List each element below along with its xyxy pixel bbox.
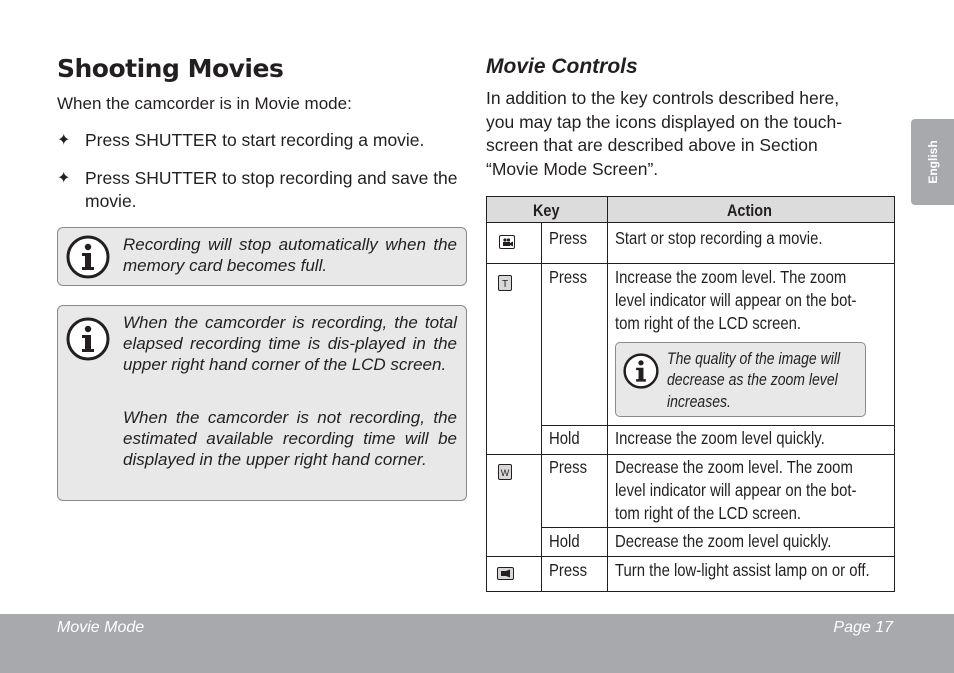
row-divider [487, 454, 894, 455]
page-title: Shooting Movies [57, 54, 284, 83]
table-cell: Start or stop recording a movie. [615, 228, 823, 248]
zoom-quality-note [615, 342, 866, 417]
note-text: decrease as the zoom level [667, 371, 838, 389]
note-paragraph: When the camcorder is not recording, the estimated available recording time will be displayed in the upper right hand corner. [123, 408, 457, 469]
lamp-icon [497, 567, 514, 580]
info-icon [66, 235, 110, 279]
note-text: Recording will stop automatically when the memory card becomes full. [123, 235, 457, 275]
column-divider [607, 197, 608, 591]
movie-camera-icon [499, 235, 515, 249]
table-cell: Press [549, 228, 588, 248]
table-cell: Press [549, 457, 588, 477]
column-divider [541, 223, 542, 591]
table-cell: level indicator will appear on the bot- [615, 480, 857, 500]
bullet-text: Press SHUTTER to start recording a movie. [85, 130, 425, 150]
star-bullet-icon: ✦ [57, 132, 71, 149]
section-intro [486, 87, 881, 181]
intro-line: “Movie Mode Screen”. [486, 158, 659, 179]
table-cell: Increase the zoom level quickly. [615, 428, 825, 448]
row-divider [541, 527, 894, 528]
table-cell: Press [549, 267, 588, 287]
intro-text: When the camcorder is in Movie mode: [57, 94, 352, 113]
star-bullet-icon: ✦ [57, 170, 71, 187]
intro-line: you may tap the icons displayed on the touch- [486, 111, 843, 132]
info-note [57, 305, 467, 501]
table-cell: Hold [549, 428, 580, 448]
bullet-item [57, 167, 467, 213]
info-icon [623, 353, 659, 389]
language-tab [911, 119, 954, 205]
footer-section: Movie Mode [57, 619, 145, 636]
page-footer [0, 614, 954, 673]
info-note [57, 227, 467, 286]
zoom-tele-icon [498, 275, 512, 291]
page-number: Page 17 [833, 619, 893, 636]
table-cell: Turn the low-light assist lamp on or off. [615, 560, 870, 580]
header-key: Key [533, 201, 560, 220]
zoom-wide-icon [498, 464, 512, 480]
note-paragraph: When the camcorder is recording, the total elapsed recording time is dis-played in the upper right hand corner of the LCD screen. [123, 313, 457, 374]
row-divider [487, 263, 894, 264]
intro-line: screen that are described above in Section [486, 135, 818, 155]
note-text: The quality of the image will [667, 350, 841, 368]
svg-text:W: W [500, 468, 510, 478]
info-icon [66, 317, 110, 361]
note-text: increases. [667, 393, 731, 411]
table-cell: tom right of the LCD screen. [615, 503, 802, 523]
table-cell: Increase the zoom level. The zoom [615, 267, 847, 287]
table-cell: Press [549, 560, 588, 580]
section-title: Movie Controls [486, 55, 638, 78]
language-label: English [925, 140, 940, 184]
bullet-text: Press SHUTTER to stop recording and save the movie. [85, 168, 458, 211]
table-cell: Hold [549, 531, 580, 551]
svg-text:T: T [501, 279, 509, 290]
table-cell: level indicator will appear on the bot- [615, 290, 857, 310]
row-divider [487, 556, 894, 557]
intro-line: In addition to the key controls described here, [486, 88, 840, 108]
header-action: Action [727, 201, 772, 220]
bullet-item [57, 129, 467, 152]
controls-table [486, 196, 895, 592]
table-cell: tom right of the LCD screen. [615, 313, 802, 333]
table-cell: Decrease the zoom level quickly. [615, 531, 832, 551]
row-divider [541, 425, 894, 426]
table-cell: Decrease the zoom level. The zoom [615, 457, 853, 477]
